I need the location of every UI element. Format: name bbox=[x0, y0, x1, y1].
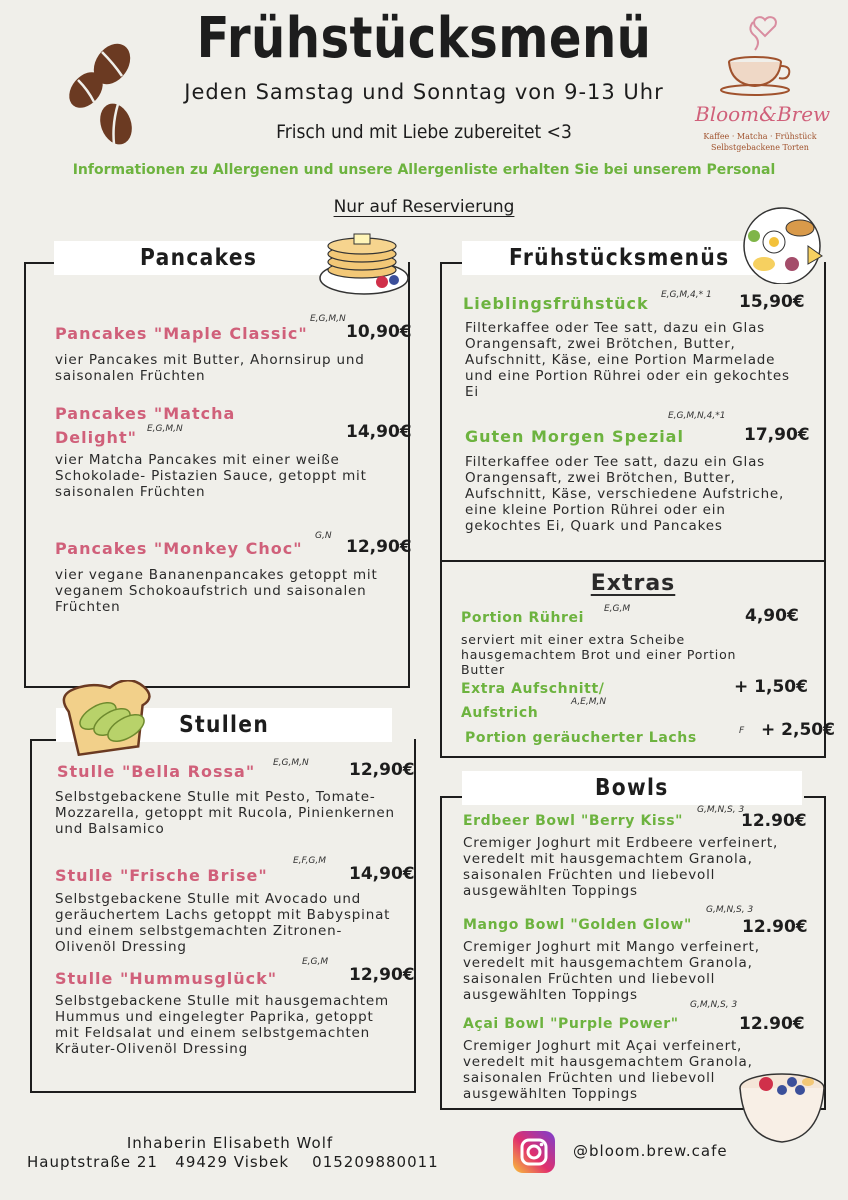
item-description: serviert mit einer extra Scheibe hausgemachtem Brot und einer Portion Butter bbox=[461, 632, 737, 677]
stulle-frische-brise bbox=[55, 856, 415, 955]
reservation-note: Nur auf Reservierung bbox=[333, 197, 515, 217]
item-price: 10,90€ bbox=[346, 322, 412, 342]
item-description: vier Pancakes mit Butter, Ahornsirup und saisonalen Früchten bbox=[55, 352, 365, 384]
opening-hours: Jeden Samstag und Sonntag von 9-13 Uhr bbox=[184, 80, 664, 104]
item-name: Açai Bowl "Purple Power" bbox=[463, 1016, 679, 1032]
stulle-hummusglueck bbox=[55, 957, 415, 1057]
bowl-berry-kiss bbox=[463, 805, 807, 899]
pancakes-icon bbox=[318, 226, 410, 298]
menu-lieblingsfruehstueck bbox=[463, 290, 805, 400]
extra-aufschnitt-aufstrich bbox=[461, 677, 808, 725]
item-name: Stulle "Hummusglück" bbox=[55, 969, 278, 988]
allergen-note: Informationen zu Allergenen und unsere Allergenliste erhalten Sie bei unserem Personal bbox=[72, 162, 776, 178]
owner-name: Inhaberin Elisabeth Wolf bbox=[126, 1134, 334, 1152]
item-price: 12,90€ bbox=[349, 965, 415, 985]
item-price: + 1,50€ bbox=[734, 677, 808, 697]
tagline: Frisch und mit Liebe zubereitet <3 bbox=[276, 121, 572, 143]
item-description: vier Matcha Pancakes mit einer weiße Schokolade- Pistazien Sauce, getoppt mit saisonalen Früchten bbox=[55, 452, 367, 500]
extra-lachs bbox=[465, 720, 835, 750]
coffee-cup-logo bbox=[695, 14, 825, 100]
pancakes-heading: Pancakes bbox=[54, 241, 344, 275]
allergen-codes: G,M,N,S, 3 bbox=[690, 1000, 738, 1010]
item-name: Stulle "Frische Brise" bbox=[55, 866, 268, 885]
item-description: Cremiger Joghurt mit Erdbeere verfeinert, veredelt mit hausgemachtem Granola, saisonalen Früchten und liebevoll ausgewählten Toppings bbox=[463, 835, 779, 899]
item-description: vier vegane Bananenpancakes getoppt mit veganem Schokoaufstrich und saisonalen Früchten bbox=[55, 567, 378, 615]
item-name: Portion geräucherter Lachs bbox=[465, 730, 697, 746]
item-name: Portion Rührei bbox=[461, 610, 585, 626]
item-description: Selbstgebackene Stulle mit hausgemachtem Hummus und eingelegter Paprika, getoppt mit Feldsalat und einem selbstgemachten Kräuter-Olivenöl Dressing bbox=[55, 993, 389, 1057]
item-price: 12.90€ bbox=[739, 1014, 805, 1034]
stullen-heading: Stullen bbox=[56, 708, 392, 742]
allergen-codes: E,G,M,N bbox=[147, 424, 183, 434]
item-name: Pancakes "Maple Classic" bbox=[55, 324, 308, 343]
allergen-codes: E,G,M,N bbox=[310, 314, 346, 324]
item-price: 12.90€ bbox=[742, 917, 808, 937]
allergen-codes: G,M,N,S, 3 bbox=[706, 905, 754, 915]
allergen-codes: E,G,M,N bbox=[273, 758, 309, 768]
item-name: Guten Morgen Spezial bbox=[465, 427, 684, 446]
item-price: 14,90€ bbox=[346, 422, 412, 442]
toast-avocado-icon bbox=[58, 680, 162, 756]
item-name: Lieblingsfrühstück bbox=[463, 294, 649, 313]
item-price: 12,90€ bbox=[346, 537, 412, 557]
item-name: Erdbeer Bowl "Berry Kiss" bbox=[463, 813, 684, 829]
brand-logo bbox=[695, 14, 831, 159]
allergen-codes: G,N bbox=[315, 531, 332, 541]
item-price: 12.90€ bbox=[741, 811, 807, 831]
address-phone: Hauptstraße 21 49429 Visbek 015209880011 bbox=[27, 1153, 439, 1171]
bowl-icon bbox=[736, 1066, 828, 1146]
pancake-matcha-delight bbox=[55, 402, 412, 500]
allergen-codes: G,M,N,S, 3 bbox=[697, 805, 745, 815]
item-price: 12,90€ bbox=[349, 760, 415, 780]
item-description: Filterkaffee oder Tee satt, dazu ein Glas Orangensaft, zwei Brötchen, Butter, Aufschnitt, Käse, eine Portion Marmelade und eine Portion Rührei oder ein gekochtes Ei bbox=[465, 320, 790, 400]
allergen-codes: E,G,M bbox=[604, 604, 631, 614]
item-price: 17,90€ bbox=[744, 425, 810, 445]
bowl-golden-glow bbox=[463, 905, 808, 1003]
item-name: Stulle "Bella Rossa" bbox=[57, 762, 256, 781]
allergen-codes: E,F,G,M bbox=[293, 856, 327, 866]
item-price: 15,90€ bbox=[739, 292, 805, 312]
item-price: 14,90€ bbox=[349, 864, 415, 884]
logo-line2: Selbstgebackene Torten bbox=[711, 143, 809, 152]
item-name-line2: Delight" bbox=[55, 428, 137, 447]
stulle-bella-rossa bbox=[55, 758, 415, 837]
item-name: Mango Bowl "Golden Glow" bbox=[463, 917, 692, 933]
instagram-icon[interactable] bbox=[513, 1131, 555, 1173]
extras-heading: Extras bbox=[590, 571, 676, 596]
bowl-purple-power bbox=[463, 1000, 805, 1102]
pancake-maple-classic bbox=[55, 314, 412, 384]
item-name-line2: Aufstrich bbox=[461, 705, 539, 721]
allergen-codes: E,G,M bbox=[302, 957, 329, 967]
page-title: Frühstücksmenü bbox=[196, 6, 652, 71]
item-description: Cremiger Joghurt mit Mango verfeinert, veredelt mit hausgemachtem Granola, saisonalen Früchten und liebevoll ausgewählten Toppings bbox=[463, 939, 760, 1003]
menu-guten-morgen-spezial bbox=[465, 411, 810, 534]
allergen-codes: A,E,M,N bbox=[571, 697, 607, 707]
item-description: Cremiger Joghurt mit Açai verfeinert, veredelt mit hausgemachtem Granola, saisonalen Früchten und liebevoll ausgewählten Toppings bbox=[463, 1038, 753, 1102]
logo-name: Bloom&Brew bbox=[695, 102, 831, 126]
item-name: Extra Aufschnitt/ bbox=[461, 681, 605, 697]
item-description: Selbstgebackene Stulle mit Pesto, Tomate- Mozzarella, getoppt mit Rucola, Pinienkernen und Balsamico bbox=[55, 789, 395, 837]
item-description: Filterkaffee oder Tee satt, dazu ein Glas Orangensaft, zwei Brötchen, Butter, Aufschnitt, Käse, verschiedene Aufstriche, eine kleine Portion Rührei oder ein gekochtes Ei, Quark und Pancakes bbox=[465, 454, 785, 534]
bowls-heading: Bowls bbox=[462, 771, 802, 805]
allergen-codes: E,G,M,4,* 1 bbox=[661, 290, 712, 300]
allergen-codes: F bbox=[739, 726, 745, 736]
item-name: Pancakes "Matcha bbox=[55, 404, 236, 423]
pancake-monkey-choc bbox=[55, 531, 412, 615]
extra-portion-ruehrei bbox=[461, 604, 801, 677]
item-name: Pancakes "Monkey Choc" bbox=[55, 539, 303, 558]
coffee-beans-icon bbox=[62, 40, 142, 148]
allergen-codes: E,G,M,N,4,*1 bbox=[668, 411, 726, 421]
item-description: Selbstgebackene Stulle mit Avocado und geräuchertem Lachs getoppt mit Babyspinat und einem selbstgemachten Zitronen-Olivenöl Dressing bbox=[55, 891, 391, 955]
item-price: 4,90€ bbox=[745, 606, 799, 626]
breakfast-plate-icon bbox=[738, 206, 830, 284]
menus-heading: Frühstücksmenüs bbox=[462, 241, 776, 275]
item-price: + 2,50€ bbox=[761, 720, 835, 740]
instagram-handle[interactable]: @bloom.brew.cafe bbox=[573, 1142, 728, 1160]
logo-line1: Kaffee · Matcha · Frühstück bbox=[703, 132, 817, 141]
